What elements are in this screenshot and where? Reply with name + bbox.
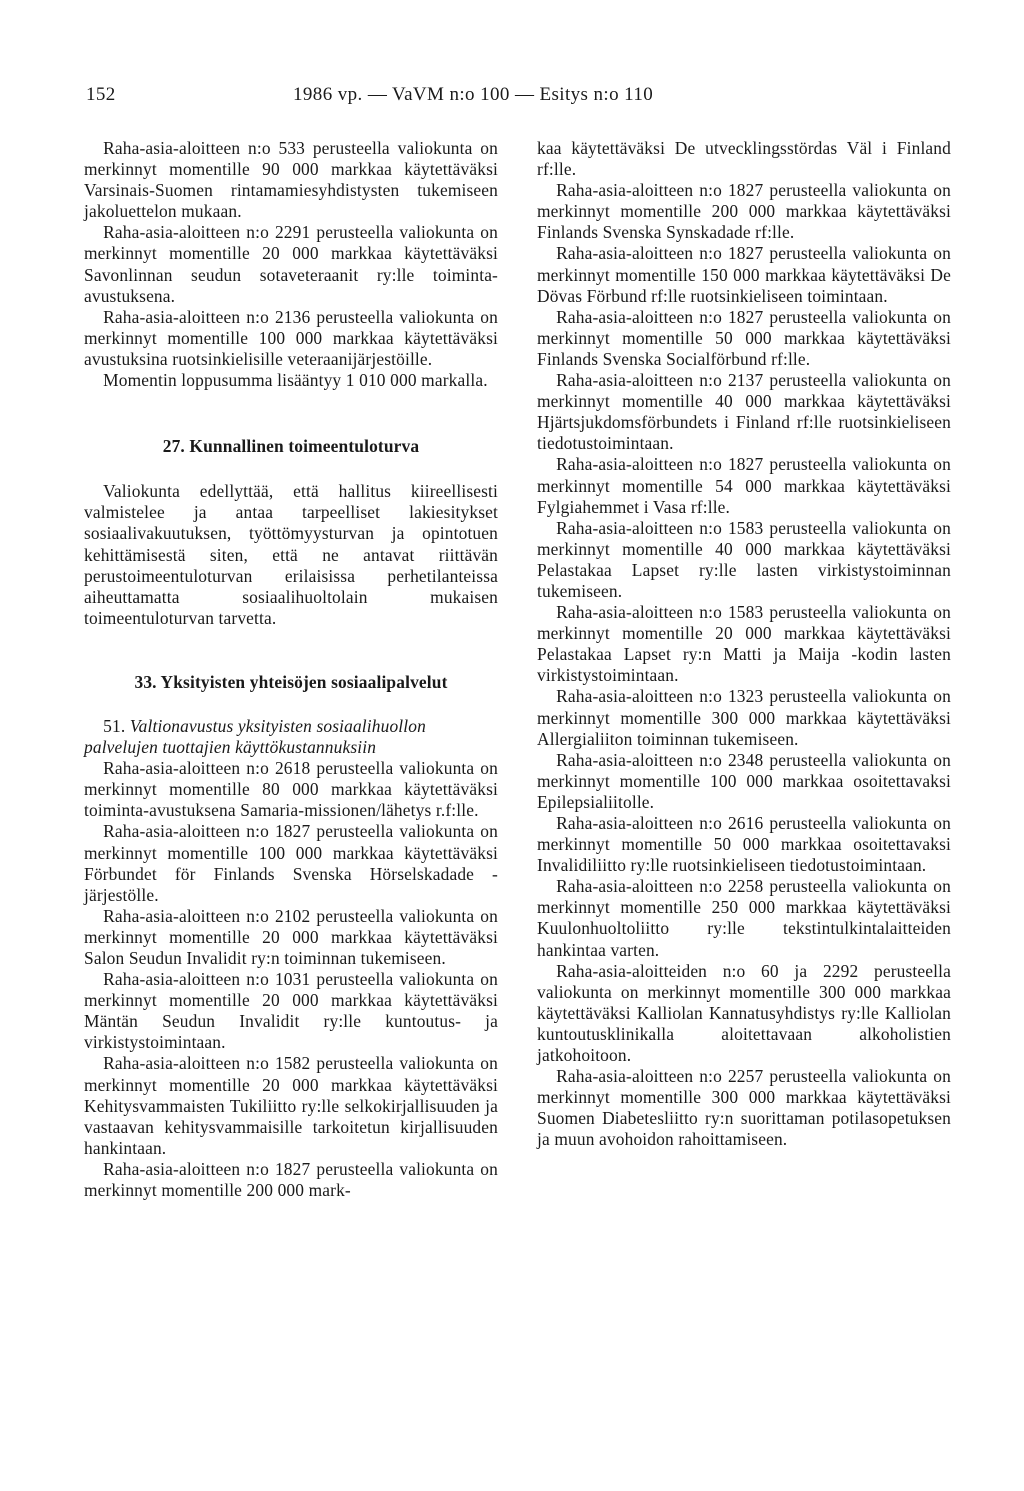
paragraph: Raha-asia-aloitteen n:o 1827 perusteella valiokunta on merkinnyt momentille 54 000 markkaa käytettäväksi Fylgiahemmet i Vasa rf:lle.: [537, 454, 951, 517]
running-head: 1986 vp. — VaVM n:o 100 — Esitys n:o 110: [293, 84, 654, 105]
paragraph: Raha-asia-aloitteen n:o 2618 perusteella valiokunta on merkinnyt momentille 80 000 markkaa käytettäväksi toiminta-avustuksena Samaria-missionen/lähetys r.f:lle.: [84, 758, 498, 821]
left-column: [84, 138, 498, 1201]
paragraph: Raha-asia-aloitteen n:o 2258 perusteella valiokunta on merkinnyt momentille 250 000 markkaa käytettäväksi Kuulonhuoltoliitto ry:lle tekstintulkintalaitteiden hankintaa varten.: [537, 876, 951, 960]
paragraph: Raha-asia-aloitteen n:o 1827 perusteella valiokunta on merkinnyt momentille 200 000 markkaa käytettäväksi Finlands Svenska Synskadade rf:lle.: [537, 180, 951, 243]
paragraph: Raha-asia-aloitteen n:o 1323 perusteella valiokunta on merkinnyt momentille 300 000 markkaa käytettäväksi Allergialiiton toiminnan tukemiseen.: [537, 686, 951, 749]
paragraph: Raha-asia-aloitteen n:o 2137 perusteella valiokunta on merkinnyt momentille 40 000 markkaa käytettäväksi Hjärtsjukdomsförbundets i Finland rf:lle ruotsinkieliseen tiedotustoimintaan.: [537, 370, 951, 454]
subsection-title: Valtionavustus yksityisten sosiaalihuollon palvelujen tuottajien käyttökustannuksiin: [84, 715, 426, 758]
subsection-heading: [84, 716, 498, 758]
paragraph: Raha-asia-aloitteen n:o 2257 perusteella valiokunta on merkinnyt momentille 300 000 markkaa käytettäväksi Suomen Diabetesliitto ry:n suorittaman potilasopetuksen ja muun avohoidon rahoittamiseen.: [537, 1066, 951, 1150]
paragraph: Raha-asia-aloitteen n:o 2348 perusteella valiokunta on merkinnyt momentille 100 000 markkaa osoitettavaksi Epilepsialiitolle.: [537, 749, 951, 812]
paragraph: Raha-asia-aloitteen n:o 1583 perusteella valiokunta on merkinnyt momentille 40 000 markkaa käytettäväksi Pelastakaa Lapset ry:lle lasten virkistystoiminnan tukemiseen.: [537, 517, 951, 601]
page-number: 152: [86, 84, 116, 105]
section-heading-33: 33. Yksityisten yhteisöjen sosiaalipalvelut: [134, 671, 448, 692]
paragraph: Raha-asia-aloitteen n:o 2102 perusteella valiokunta on merkinnyt momentille 20 000 markkaa käytettäväksi Salon Seudun Invalidit ry:n toiminnan tukemiseen.: [84, 905, 498, 968]
paragraph: Raha-asia-aloitteen n:o 533 perusteella valiokunta on merkinnyt momentille 90 000 markkaa käytettäväksi Varsinais-Suomen rintamamiesyhdistysten tukemiseen jakoluettelon mukaan.: [84, 138, 498, 222]
paragraph: Raha-asia-aloitteen n:o 2136 perusteella valiokunta on merkinnyt momentille 100 000 markkaa käytettäväksi avustuksina ruotsinkielisille veteraanijärjestöille.: [84, 306, 498, 369]
paragraph: Raha-asia-aloitteen n:o 2291 perusteella valiokunta on merkinnyt momentille 20 000 markkaa käytettäväksi Savonlinnan seudun sotaveteraanit ry:lle toiminta-avustuksena.: [84, 222, 498, 306]
paragraph: Raha-asia-aloitteen n:o 1827 perusteella valiokunta on merkinnyt momentille 200 000 mark-: [84, 1158, 498, 1201]
page-header: [86, 84, 934, 110]
paragraph: Raha-asia-aloitteen n:o 1827 perusteella valiokunta on merkinnyt momentille 100 000 markkaa käytettäväksi Förbundet för Finlands Svenska Hörselskadade -järjestölle.: [84, 821, 498, 905]
paragraph: Momentin loppusumma lisääntyy 1 010 000 markalla.: [103, 370, 488, 391]
paragraph: Raha-asia-aloitteen n:o 1031 perusteella valiokunta on merkinnyt momentille 20 000 markkaa käytettäväksi Mäntän Seudun Invalidit ry:lle kuntoutus- ja virkistystoimintaan.: [84, 969, 498, 1053]
paragraph: Raha-asia-aloitteen n:o 1583 perusteella valiokunta on merkinnyt momentille 20 000 markkaa käytettäväksi Pelastakaa Lapset ry:n Matti ja Maija -kodin lasten virkistystoimintaan.: [537, 602, 951, 686]
paragraph-continuation: kaa käytettäväksi De utvecklingsstördas Väl i Finland rf:lle.: [537, 138, 951, 180]
paragraph: Raha-asia-aloitteen n:o 1827 perusteella valiokunta on merkinnyt momentille 150 000 markkaa käytettäväksi De Dövas Förbund rf:lle ruotsinkieliseen toimintaan.: [537, 243, 951, 306]
section-heading-27: 27. Kunnallinen toimeentuloturva: [162, 436, 420, 457]
right-column: [537, 138, 951, 1151]
paragraph: Raha-asia-aloitteen n:o 1827 perusteella valiokunta on merkinnyt momentille 50 000 markkaa käytettäväksi Finlands Svenska Socialförbund rf:lle.: [537, 306, 951, 369]
paragraph: Raha-asia-aloitteen n:o 1582 perusteella valiokunta on merkinnyt momentille 20 000 markkaa käytettäväksi Kehitysvammaisten Tukiliitto ry:lle selkokirjallisuuden ja vastaavan kehitysvammaisille tarkoitetun kirjallisuuden hankintaan.: [84, 1053, 498, 1158]
paragraph: Raha-asia-aloitteiden n:o 60 ja 2292 perusteella valiokunta on merkinnyt momentille 300 000 markkaa käytettäväksi Kalliolan Kannatusyhdistys ry:lle Kalliolan kuntoutusklinikalla aloitettavaan alkoholistien jatkohoitoon.: [537, 960, 951, 1066]
subsection-number: 51.: [103, 715, 126, 736]
paragraph: Raha-asia-aloitteen n:o 2616 perusteella valiokunta on merkinnyt momentille 50 000 markkaa osoitettavaksi Invalidiliitto ry:lle ruotsinkieliseen tiedotustoimintaan.: [537, 813, 951, 876]
paragraph: Valiokunta edellyttää, että hallitus kiireellisesti valmistelee ja antaa tarpeelliset lakiesitykset sosiaalivakuutuksen, työttömyysturvan ja opintotuen kehittämisestä siten, että ne antavat riittävän perustoimeentuloturvan erilaisissa perhetilanteissa aiheuttamatta sosiaalihuoltolain mukaisen toimeentuloturvan tarvetta.: [84, 481, 498, 628]
